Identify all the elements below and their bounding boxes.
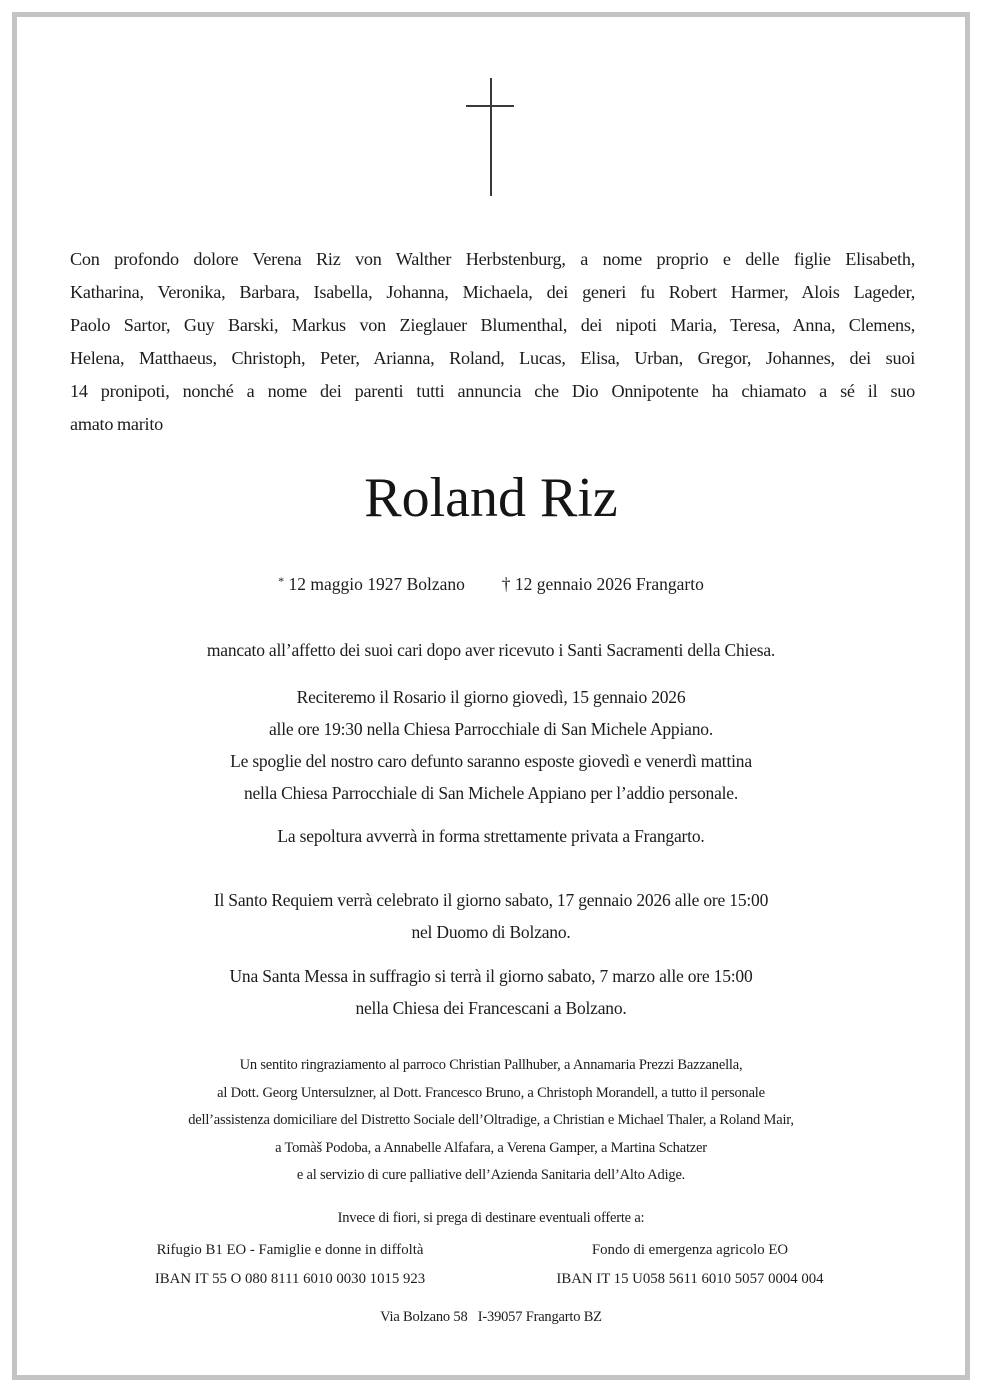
rosary-line: alle ore 19:30 nella Chiesa Parrocchiale di San Michele Appiano. — [268, 719, 713, 739]
thanks-line: Un sentito ringraziamento al parroco Christian Pallhuber, a Annamaria Prezzi Bazzanella, — [239, 1057, 743, 1073]
requiem-block — [0, 884, 982, 948]
donation-right — [510, 1236, 870, 1294]
birth-symbol: * — [278, 574, 285, 588]
announcement-line: Con profondo dolore Verena Riz von Walther Herbstenburg, a nome proprio e delle figlie Elisabeth, — [70, 249, 915, 269]
death-symbol: † — [501, 574, 511, 594]
donation-left — [120, 1236, 460, 1294]
announcement-paragraph — [70, 243, 915, 441]
deceased-name: Roland Riz — [364, 467, 618, 529]
cross-horizontal-bar — [466, 105, 514, 107]
rosary-line: Le spoglie del nostro caro defunto saranno esposte giovedì e venerdì mattina — [230, 751, 752, 771]
death-date: 12 gennaio 2026 Frangarto — [514, 574, 704, 594]
announcement-line: 14 pronipoti, nonché a nome dei parenti tutti annuncia che Dio Onnipotente ha chiamato a sé il suo — [70, 381, 915, 401]
announcement-line: Katharina, Veronika, Barbara, Isabella, Johanna, Michaela, dei generi fu Robert Harmer, Alois Lageder, — [70, 282, 915, 302]
donation-right-iban: IBAN IT 15 U058 5611 6010 5057 0004 004 — [556, 1271, 824, 1287]
thanks-line: e al servizio di cure palliative dell’Azienda Sanitaria dell’Alto Adige. — [296, 1167, 686, 1183]
sacraments-text: mancato all’affetto dei suoi cari dopo aver ricevuto i Santi Sacramenti della Chiesa. — [206, 640, 776, 660]
birth-date: 12 maggio 1927 Bolzano — [288, 574, 465, 594]
mass-line: Una Santa Messa in suffragio si terrà il giorno sabato, 7 marzo alle ore 15:00 — [229, 966, 753, 986]
address: Via Bolzano 58 I-39057 Frangarto BZ — [380, 1309, 602, 1325]
life-dates — [0, 574, 982, 595]
rosary-block — [0, 681, 982, 809]
thanks-line: dell’assistenza domiciliare del Distretto Sociale dell’Oltradige, a Christian e Michael Thaler, a Roland Mair, — [188, 1112, 794, 1128]
thanks-line: al Dott. Georg Untersulzner, al Dott. Francesco Bruno, a Christoph Morandell, a tutto il personale — [217, 1084, 765, 1101]
donation-left-name: Rifugio B1 EO - Famiglie e donne in diffoltà — [156, 1242, 424, 1258]
rosary-line: nella Chiesa Parrocchiale di San Michele Appiano per l’addio personale. — [243, 783, 739, 803]
announcement-line: Paolo Sartor, Guy Barski, Markus von Zieglauer Blumenthal, dei nipoti Maria, Teresa, Anna, Clemens, — [70, 315, 915, 335]
rosary-line: Reciteremo il Rosario il giorno giovedì, 15 gennaio 2026 — [296, 687, 686, 707]
announcement-line: amato marito — [70, 414, 163, 434]
cross-vertical-bar — [490, 78, 492, 196]
latin-cross-icon — [466, 78, 516, 198]
requiem-line: Il Santo Requiem verrà celebrato il giorno sabato, 17 gennaio 2026 alle ore 15:00 — [213, 890, 769, 910]
announcement-line: Helena, Matthaeus, Christoph, Peter, Arianna, Roland, Lucas, Elisa, Urban, Gregor, Johannes, dei suoi — [70, 348, 915, 368]
donations-intro: Invece di fiori, si prega di destinare eventuali offerte a: — [337, 1210, 645, 1226]
thanks-line: a Tomàš Podoba, a Annabelle Alfafara, a Verena Gamper, a Martina Schatzer — [275, 1139, 707, 1156]
donation-right-name: Fondo di emergenza agricolo EO — [591, 1242, 789, 1258]
mass-block — [0, 960, 982, 1024]
requiem-line: nel Duomo di Bolzano. — [411, 922, 571, 942]
donation-left-iban: IBAN IT 55 O 080 8111 6010 0030 1015 923 — [154, 1271, 426, 1287]
thanks-block — [0, 1052, 982, 1190]
burial-text: La sepoltura avverrà in forma strettamente privata a Frangarto. — [277, 826, 705, 846]
mass-line: nella Chiesa dei Francescani a Bolzano. — [355, 998, 627, 1018]
